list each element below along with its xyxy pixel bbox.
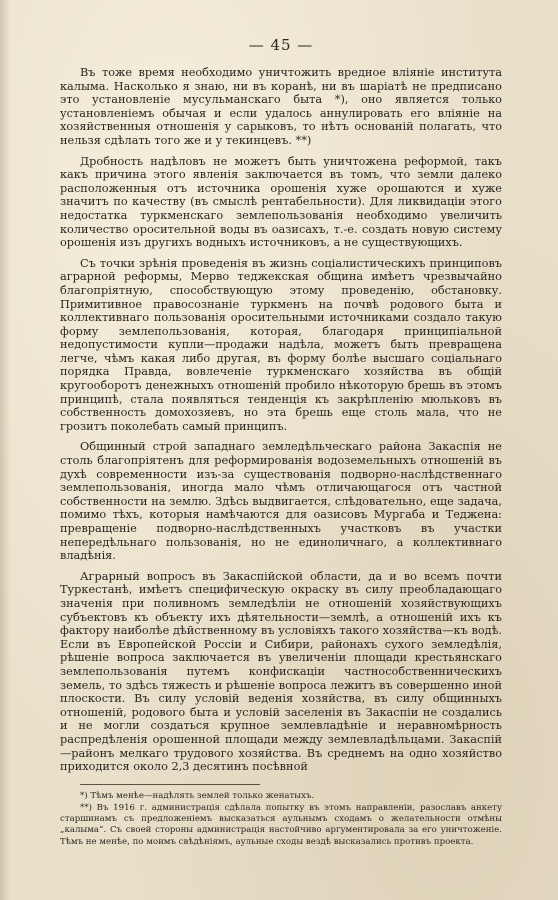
paragraph-kalym: Въ тоже время необходимо уничтожить вредное вліяніе института калыма. Насколько я знаю, ни въ коранѣ, ни въ шаріатѣ не предписано это установленіе мусульманскаго быта *), оно является только установленіемъ обычая и если удалось аннулировать его вліяніе на хозяйственныя отношенія у сарыковъ, то нѣтъ основаній полагать, что нельзя сдѣлать того же и у текинцевъ. **): [60, 66, 502, 147]
footnotes: [60, 791, 502, 848]
paragraph-communal-structure: Общинный строй западнаго земледѣльческаго района Закаспія не столь благопріятенъ для реформированія водоземельныхъ отношеній въ духѣ современности изъ-за существованія подворно-наслѣдственнаго землепользованія, иногда мало чѣмъ отличающагося отъ частной собственности на землю. Здѣсь выдвигается, слѣдовательно, еще задача, помимо тѣхъ, которыя намѣчаются для оазисовъ Мургаба и Теджена: превращеніе подворно-наслѣдственныхъ участковъ въ участки непередѣльнаго пользованія, но не единоличнаго, а коллективнаго владѣнія.: [60, 440, 502, 563]
main-text: [60, 66, 502, 774]
footnote-2: **) Въ 1916 г. администрація сдѣлала попытку въ этомъ направленіи, разославъ анкету старшинамъ съ предложеніемъ высказаться аульнымъ сходамъ о желательности отмѣны „калыма“. Съ своей стороны администрація настойчиво аргументировала за его уничтоженіе. Тѣмъ не менѣе, по моимъ свѣдѣніямъ, аульные сходы вездѣ высказались противъ проекта.: [60, 802, 502, 847]
footnote-divider: [80, 784, 260, 785]
paragraph-land-fragmentation: Дробность надѣловъ не можетъ быть уничтожена реформой, такъ какъ причина этого явленія заключается въ томъ, что земли далеко расположенныя отъ источника орошенія хуже орошаются и хуже значитъ по качеству (въ смыслѣ рентабельности). Для ликвидаціи этого недостатка туркменскаго землепользованія необходимо увеличить количество оросительной воды въ оазисахъ, т.-е. создать новую систему орошенія изъ другихъ водныхъ источниковъ, а не существующихъ.: [60, 154, 502, 250]
footnote-1: *) Тѣмъ менѣе—надѣлять землей только женатыхъ.: [80, 790, 315, 801]
paragraph-agrarian-question: Аграрный вопросъ въ Закаспійской области, да и во всемъ почти Туркестанѣ, имѣетъ специфическую окраску въ силу преобладающаго значенія при поливномъ земледѣліи не отношеній хозяйствующихъ субъектовъ къ объекту ихъ дѣятельности—землѣ, а отношеній ихъ къ фактору наиболѣе дѣйственному въ условіяхъ такого хозяйства—къ водѣ. Если въ Европейской Россіи и Сибири, районахъ сухого земледѣлія, рѣшеніе вопроса заключается въ увеличеніи площади крестьянскаго землепользованія путемъ конфискаціи частнособственническихъ земель, то здѣсь тяжесть и рѣшеніе вопроса лежитъ въ совершенно иной плоскости. Въ силу условій веденія хозяйства, въ силу общинныхъ отношеній, родового быта и условій заселенія въ Закаспіи не создались и не могли создаться крупное землевладѣніе и неравномѣрность распредѣленія орошенной площади между землевладѣльцами. Закаспій—районъ мелкаго трудового хозяйства. Въ среднемъ на одно хозяйство приходится около 2,3 десятинъ посѣвной: [60, 569, 502, 774]
paragraph-socialist-principles: Съ точки зрѣнія проведенія въ жизнь соціалистическихъ принциповъ аграрной реформы, Мерво теджекская община имѣетъ чрезвычайно благопріятную, способствующую этому проведенію, обстановку. Примитивное правосознаніе туркменъ на почвѣ родового быта и коллективнаго пользованія оросительными источниками создало такую форму землепользованія, которая, благодаря принципіальной недопустимости купли—продажи надѣла, можетъ быть превращена легче, чѣмъ какая либо другая, въ форму болѣе высшаго соціальнаго порядка Правда, вовлеченіе туркменскаго хозяйства въ общій кругооборотъ денежныхъ отношеній пробило нѣкоторую брешь въ этомъ принципѣ, стала появляться тенденція къ закрѣпленію мюльковъ въ собственность домохозяевъ, но эта брешь еще столь мала, что не грозитъ поколебать самый принципъ.: [60, 256, 502, 433]
page-number: — 45 —: [248, 36, 314, 54]
